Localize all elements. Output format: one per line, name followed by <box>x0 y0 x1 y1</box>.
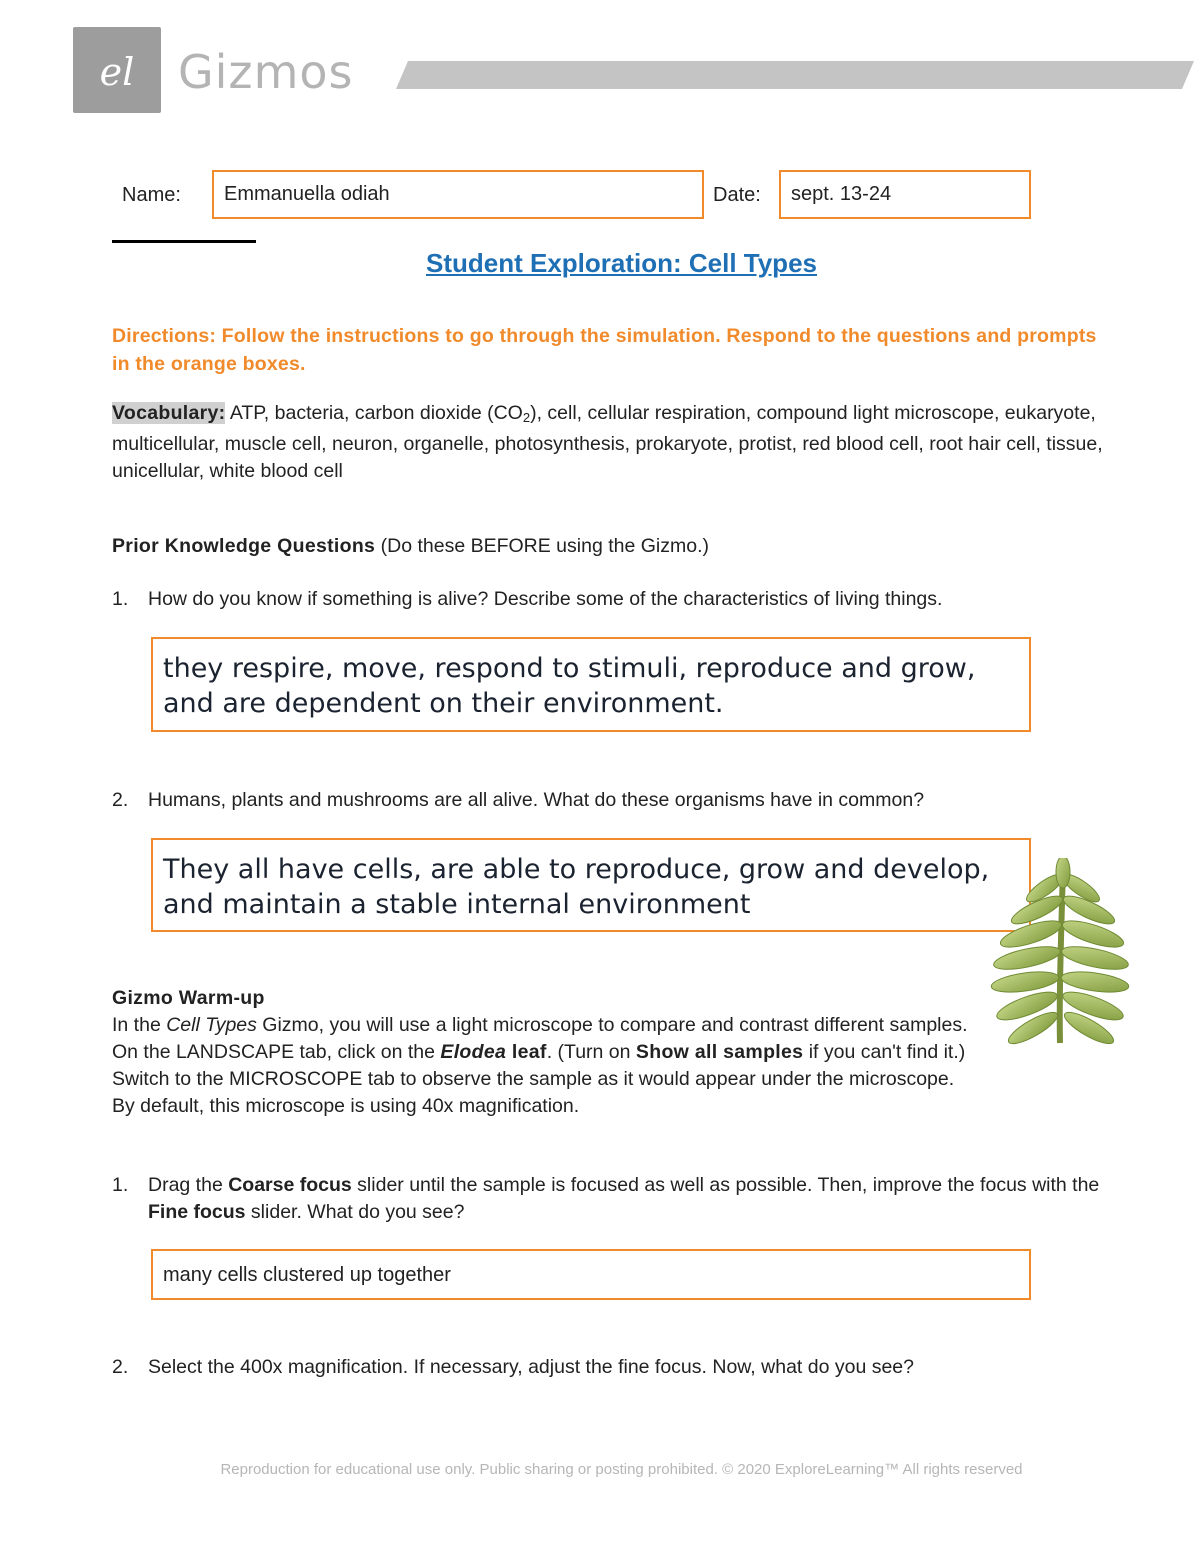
wq1-text-2: slider until the sample is focused as well as possible. Then, improve the focus with the <box>351 1174 1100 1196</box>
name-label: Name: <box>122 184 181 206</box>
question-number: 2. <box>112 1356 129 1378</box>
name-value: Emmanuella odiah <box>224 183 390 205</box>
name-field[interactable] <box>212 170 704 219</box>
question-text: Humans, plants and mushrooms are all alive. What do these organisms have in common? <box>148 789 925 811</box>
vocabulary-text-2: ), cell, cellular respiration, compound light microscope, eukaryote, multicellular, muscle cell, neuron, organelle, photosynthesis, prokaryote, protist, red blood cell, root hair cell, tissue, unicellular, white blood cell <box>112 402 1103 482</box>
prior-answer-2-box[interactable] <box>151 838 1031 932</box>
warmup-paragraph <box>112 1012 972 1120</box>
question-number: 2. <box>112 789 129 811</box>
warmup-text-3: . (Turn on <box>546 1041 636 1063</box>
warmup-answer-1: many cells clustered up together <box>163 1264 451 1286</box>
question-text: Select the 400x magnification. If necessary, adjust the fine focus. Now, what do you see? <box>148 1356 914 1378</box>
directions-text: Directions: Follow the instructions to go through the simulation. Respond to the questions and prompts in the orange boxes. <box>112 325 1097 375</box>
prior-knowledge-heading <box>112 535 709 558</box>
warmup-question-2 <box>112 1354 1132 1381</box>
wq1-fine-focus: Fine focus <box>148 1201 246 1223</box>
elodea-plant-image <box>985 858 1135 1048</box>
date-label: Date: <box>713 184 761 206</box>
question-number: 1. <box>112 588 129 610</box>
warmup-leaf: leaf <box>506 1041 547 1063</box>
prior-question-2 <box>112 787 1132 814</box>
wq1-text-1: Drag the <box>148 1174 229 1196</box>
vocabulary-paragraph <box>112 400 1132 485</box>
explorelearning-logo <box>73 27 161 113</box>
prior-knowledge-title: Prior Knowledge Questions <box>112 535 376 557</box>
warmup-question-1 <box>112 1172 1132 1226</box>
vocabulary-subscript: 2 <box>522 410 531 425</box>
vocabulary-label: Vocabulary: <box>112 402 226 424</box>
logo-mark-icon <box>73 27 161 113</box>
brand-name: Gizmos <box>178 45 354 99</box>
date-field[interactable] <box>779 170 1031 219</box>
wq1-coarse-focus: Coarse focus <box>228 1174 352 1196</box>
warmup-text-1: In the <box>112 1014 167 1036</box>
wq1-text-3: slider. What do you see? <box>245 1201 465 1223</box>
warmup-gizmo-name: Cell Types <box>166 1014 257 1036</box>
prior-answer-1: they respire, move, respond to stimuli, reproduce and grow, and are dependent on their environment. <box>163 653 976 719</box>
warmup-text-4: if you can't find it.) Switch to the MICROSCOPE tab to observe the sample as it would appear under the microscope. By default, this microscope is using 40x magnification. <box>112 1041 966 1117</box>
svg-text:el: el <box>99 50 135 94</box>
name-underline <box>112 240 256 243</box>
prior-question-1 <box>112 586 1132 613</box>
date-value: sept. 13-24 <box>791 183 892 205</box>
warmup-show-all: Show all samples <box>635 1041 804 1063</box>
vocabulary-text-1: ATP, bacteria, carbon dioxide (CO <box>225 402 523 424</box>
warmup-elodea: Elodea <box>440 1041 507 1063</box>
prior-answer-1-box[interactable] <box>151 637 1031 732</box>
header-decorative-bar <box>396 61 1194 89</box>
warmup-heading: Gizmo Warm-up <box>112 987 265 1009</box>
prior-answer-2: They all have cells, are able to reproduce, grow and develop, and maintain a stable internal environment <box>163 854 990 920</box>
warmup-text-2: Gizmo, you will use a light microscope to compare and contrast different samples. On the LANDSCAPE tab, click on the <box>112 1014 968 1063</box>
prior-knowledge-note: (Do these BEFORE using the Gizmo.) <box>375 535 709 557</box>
warmup-answer-1-box[interactable] <box>151 1249 1031 1300</box>
question-number: 1. <box>112 1174 129 1196</box>
question-text: How do you know if something is alive? Describe some of the characteristics of living things. <box>148 588 943 610</box>
footer-copyright: Reproduction for educational use only. Public sharing or posting prohibited. © 2020 ExploreLearning™ All rights reserved <box>220 1461 1023 1478</box>
page-title: Student Exploration: Cell Types <box>425 248 817 278</box>
